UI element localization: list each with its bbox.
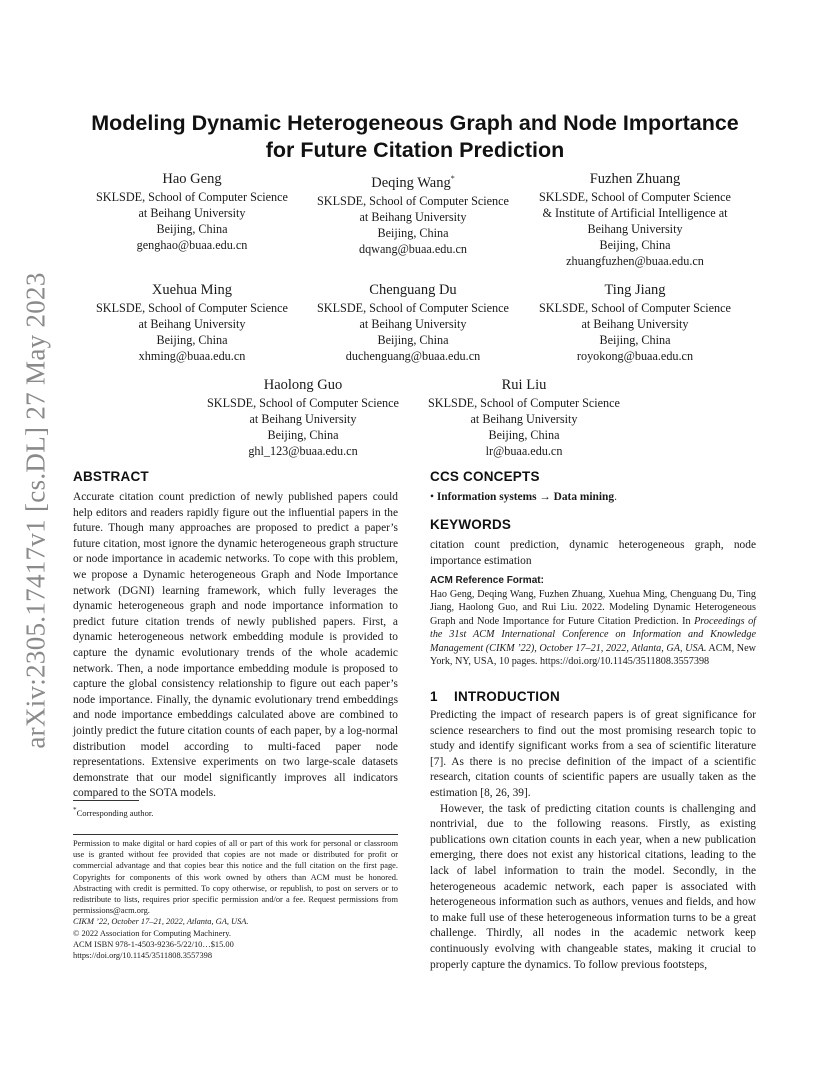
author-name: Haolong Guo: [263, 377, 343, 393]
paper-title-line-1: Modeling Dynamic Heterogeneous Graph and Node Importance: [91, 111, 739, 135]
ccs-arrow: →: [539, 491, 551, 503]
author-affiliation: & Institute of Artificial Intelligence at: [542, 206, 728, 220]
author-location: Beijing, China: [156, 333, 228, 347]
author-name: Fuzhen Zhuang: [589, 171, 681, 187]
ccs-section: [430, 469, 756, 506]
ccs-heading: CCS CONCEPTS: [430, 469, 540, 484]
author-location: Beijing, China: [377, 333, 449, 347]
paper-title: [60, 110, 770, 164]
introduction-section: [430, 689, 756, 973]
author-affiliation: SKLSDE, School of Computer Science: [539, 301, 731, 315]
author-affiliation: at Beihang University: [138, 206, 246, 220]
author-email[interactable]: ghl_123@buaa.edu.cn: [248, 444, 358, 458]
author-block: [303, 281, 523, 364]
author-name: Rui Liu: [501, 377, 547, 393]
footnote-mark: *: [73, 806, 77, 814]
ccs-item-data-mining[interactable]: Data mining: [553, 491, 615, 503]
introduction-paragraph-1: Predicting the impact of research papers is of great significance for science researchers to find out the most promising research topic to study and identify significant works from a sea of scientific literature [7]. As there is no precise definition of the impact of a scientific research, citation counts of scientific papers are usually taken as the estimation [8, 26, 39].: [430, 709, 756, 799]
acm-reference-section: [430, 575, 756, 668]
arxiv-identifier: [12, 271, 60, 749]
introduction-heading: [430, 689, 756, 704]
paper-title-line-2: for Future Citation Prediction: [265, 138, 565, 162]
conference-venue: CIKM ’22, October 17–21, 2022, Atlanta, GA, USA.: [73, 917, 249, 927]
author-affiliation: SKLSDE, School of Computer Science: [317, 301, 509, 315]
keywords-section: [430, 517, 756, 569]
author-email[interactable]: dqwang@buaa.edu.cn: [358, 241, 467, 256]
author-affiliation: SKLSDE, School of Computer Science: [428, 396, 620, 410]
permission-text: Permission to make digital or hard copies of all or part of this work for personal or classroom use is granted without fee provided that copies are not made or distributed for profit or commercial advantage and that copies bear this notice and the full citation on the first page. Copyrights for components of this work owned by others than ACM must be honored. Abstracting with credit is permitted. To copy otherwise, or republish, to post on servers or to redistribute to lists, requires prior specific permission and/or a fee. Request permissions from permissions@acm.org.: [73, 839, 398, 916]
author-block: [303, 170, 523, 257]
author-location: Beijing, China: [599, 238, 671, 252]
isbn-line: ACM ISBN 978-1-4503-9236-5/22/10…$15.00: [73, 939, 234, 949]
author-email[interactable]: duchenguang@buaa.edu.cn: [345, 349, 481, 363]
author-affiliation: SKLSDE, School of Computer Science: [207, 396, 399, 410]
author-location: Beijing, China: [599, 333, 671, 347]
author-affiliation: SKLSDE, School of Computer Science: [96, 190, 288, 204]
acm-reference-text: [430, 588, 756, 668]
footnote: [73, 805, 398, 819]
author-name: Ting Jiang: [604, 282, 666, 298]
author-email[interactable]: lr@buaa.edu.cn: [485, 444, 563, 458]
corresponding-mark: *: [450, 174, 455, 183]
acm-reference-tail: ACM, New York, NY, USA, 10 pages. https://doi.org/10.1145/3511808.3557398: [430, 642, 756, 668]
ccs-concepts-line: [430, 490, 756, 506]
author-affiliation: at Beihang University: [359, 209, 467, 224]
author-affiliation: Beihang University: [587, 222, 683, 236]
author-name: Chenguang Du: [369, 282, 457, 298]
author-name: Hao Geng: [162, 171, 222, 187]
permission-divider: [73, 834, 398, 835]
author-block: [525, 170, 745, 269]
footnote-text: Corresponding author.: [76, 807, 154, 818]
author-email[interactable]: zhuangfuzhen@buaa.edu.cn: [566, 254, 704, 268]
author-name: [303, 170, 523, 192]
acm-reference-proceedings: Proceedings of the 31st ACM International Conference on Information and Knowledge Management (CIKM ’22), October 17–21, 2022, Atlanta, GA, USA.: [430, 615, 756, 654]
doi-link[interactable]: https://doi.org/10.1145/3511808.3557398: [73, 951, 213, 961]
keywords-text: citation count prediction, dynamic heterogeneous graph, node importance estimation: [430, 539, 756, 567]
author-location: Beijing, China: [488, 428, 560, 442]
author-location: Beijing, China: [377, 225, 449, 240]
author-email[interactable]: genghao@buaa.edu.cn: [136, 238, 248, 252]
author-email[interactable]: royokong@buaa.edu.cn: [576, 349, 694, 363]
author-affiliation: SKLSDE, School of Computer Science: [539, 190, 731, 204]
author-affiliation: at Beihang University: [581, 317, 689, 331]
permission-block: [73, 838, 398, 961]
author-location: Beijing, China: [267, 428, 339, 442]
ccs-item-information-systems[interactable]: Information systems: [436, 491, 537, 503]
author-location: Beijing, China: [156, 222, 228, 236]
author-block: [82, 281, 302, 364]
abstract-body: Accurate citation count prediction of newly published papers could help editors and readers rapidly figure out the influential papers in the future. Though many approaches are proposed to predict a paper’s future citation, most ignore the dynamic heterogeneous graph structure or node importance in academic networks. To cope with this problem, we propose a Dynamic heterogeneous Graph and Node Importance network (DGNI) learning framework, which fully leverages the dynamic heterogeneous graph and node importance information to predict future citation trends of newly published papers. First, a dynamic heterogeneous network embedding module is provided to capture the dynamic evolutionary trends of the whole academic network. Then, a node importance embedding module is proposed to capture the global consistency relationship to figure out each paper’s node importance. Finally, the dynamic evolutionary trend embeddings and node importance embeddings calculated above are combined to jointly predict the future citation counts of each paper, by a log-normal distribution model according to multi-faced paper node representations. Extensive experiments on two large-scale datasets demonstrate that our model significantly improves all indicators compared to the SOTA models.: [73, 491, 398, 800]
author-name-text: Deqing Wang: [371, 174, 451, 191]
author-affiliation: at Beihang University: [249, 412, 357, 426]
copyright-line: © 2022 Association for Computing Machinery.: [73, 928, 231, 938]
ccs-bullet: •: [430, 491, 434, 503]
author-affiliation: SKLSDE, School of Computer Science: [317, 193, 509, 208]
introduction-paragraph-2: However, the task of predicting citation counts is challenging and nontrivial, due to the following reasons. Firstly, as existing publications own citation counts in each year, when a new publication emerging, there does not exist any historical citations, leading to the lack of label information to train the model. Secondly, in the heterogeneous academic network, each paper is associated with heterogeneous information such as authors, venues and fields, and how to make full use of these heterogeneous information turns to be a great challenge. Thirdly, all nodes in the academic network keep continuously evolving with changeable states, making it crucial to properly capture the dynamics. To follow previous footsteps,: [430, 802, 756, 971]
author-affiliation: at Beihang University: [470, 412, 578, 426]
author-block: [82, 170, 302, 253]
introduction-heading-text: INTRODUCTION: [454, 689, 560, 704]
author-affiliation: at Beihang University: [359, 317, 467, 331]
acm-reference-heading: ACM Reference Format:: [430, 575, 544, 586]
footnote-divider: [73, 800, 139, 801]
author-name: Xuehua Ming: [151, 282, 233, 298]
author-affiliation: SKLSDE, School of Computer Science: [96, 301, 288, 315]
keywords-heading: KEYWORDS: [430, 517, 512, 532]
ccs-period: .: [614, 491, 617, 503]
author-email[interactable]: xhming@buaa.edu.cn: [138, 349, 246, 363]
author-affiliation: at Beihang University: [138, 317, 246, 331]
author-block: [525, 281, 745, 364]
acm-reference-authors-title: Hao Geng, Deqing Wang, Fuzhen Zhuang, Xuehua Ming, Chenguang Du, Ting Jiang, Haolong Guo, and Rui Liu. 2022. Modeling Dynamic Heterogeneous Graph and Node Importance for Future Citation Prediction. In: [430, 589, 756, 627]
abstract-heading: [73, 469, 398, 484]
author-block: [193, 376, 413, 459]
section-number: 1: [430, 689, 438, 704]
arxiv-identifier-text: arXiv:2305.17417v1 [cs.DL] 27 May 2023: [20, 271, 51, 749]
author-block: [414, 376, 634, 459]
abstract-heading-text: ABSTRACT: [73, 469, 149, 484]
